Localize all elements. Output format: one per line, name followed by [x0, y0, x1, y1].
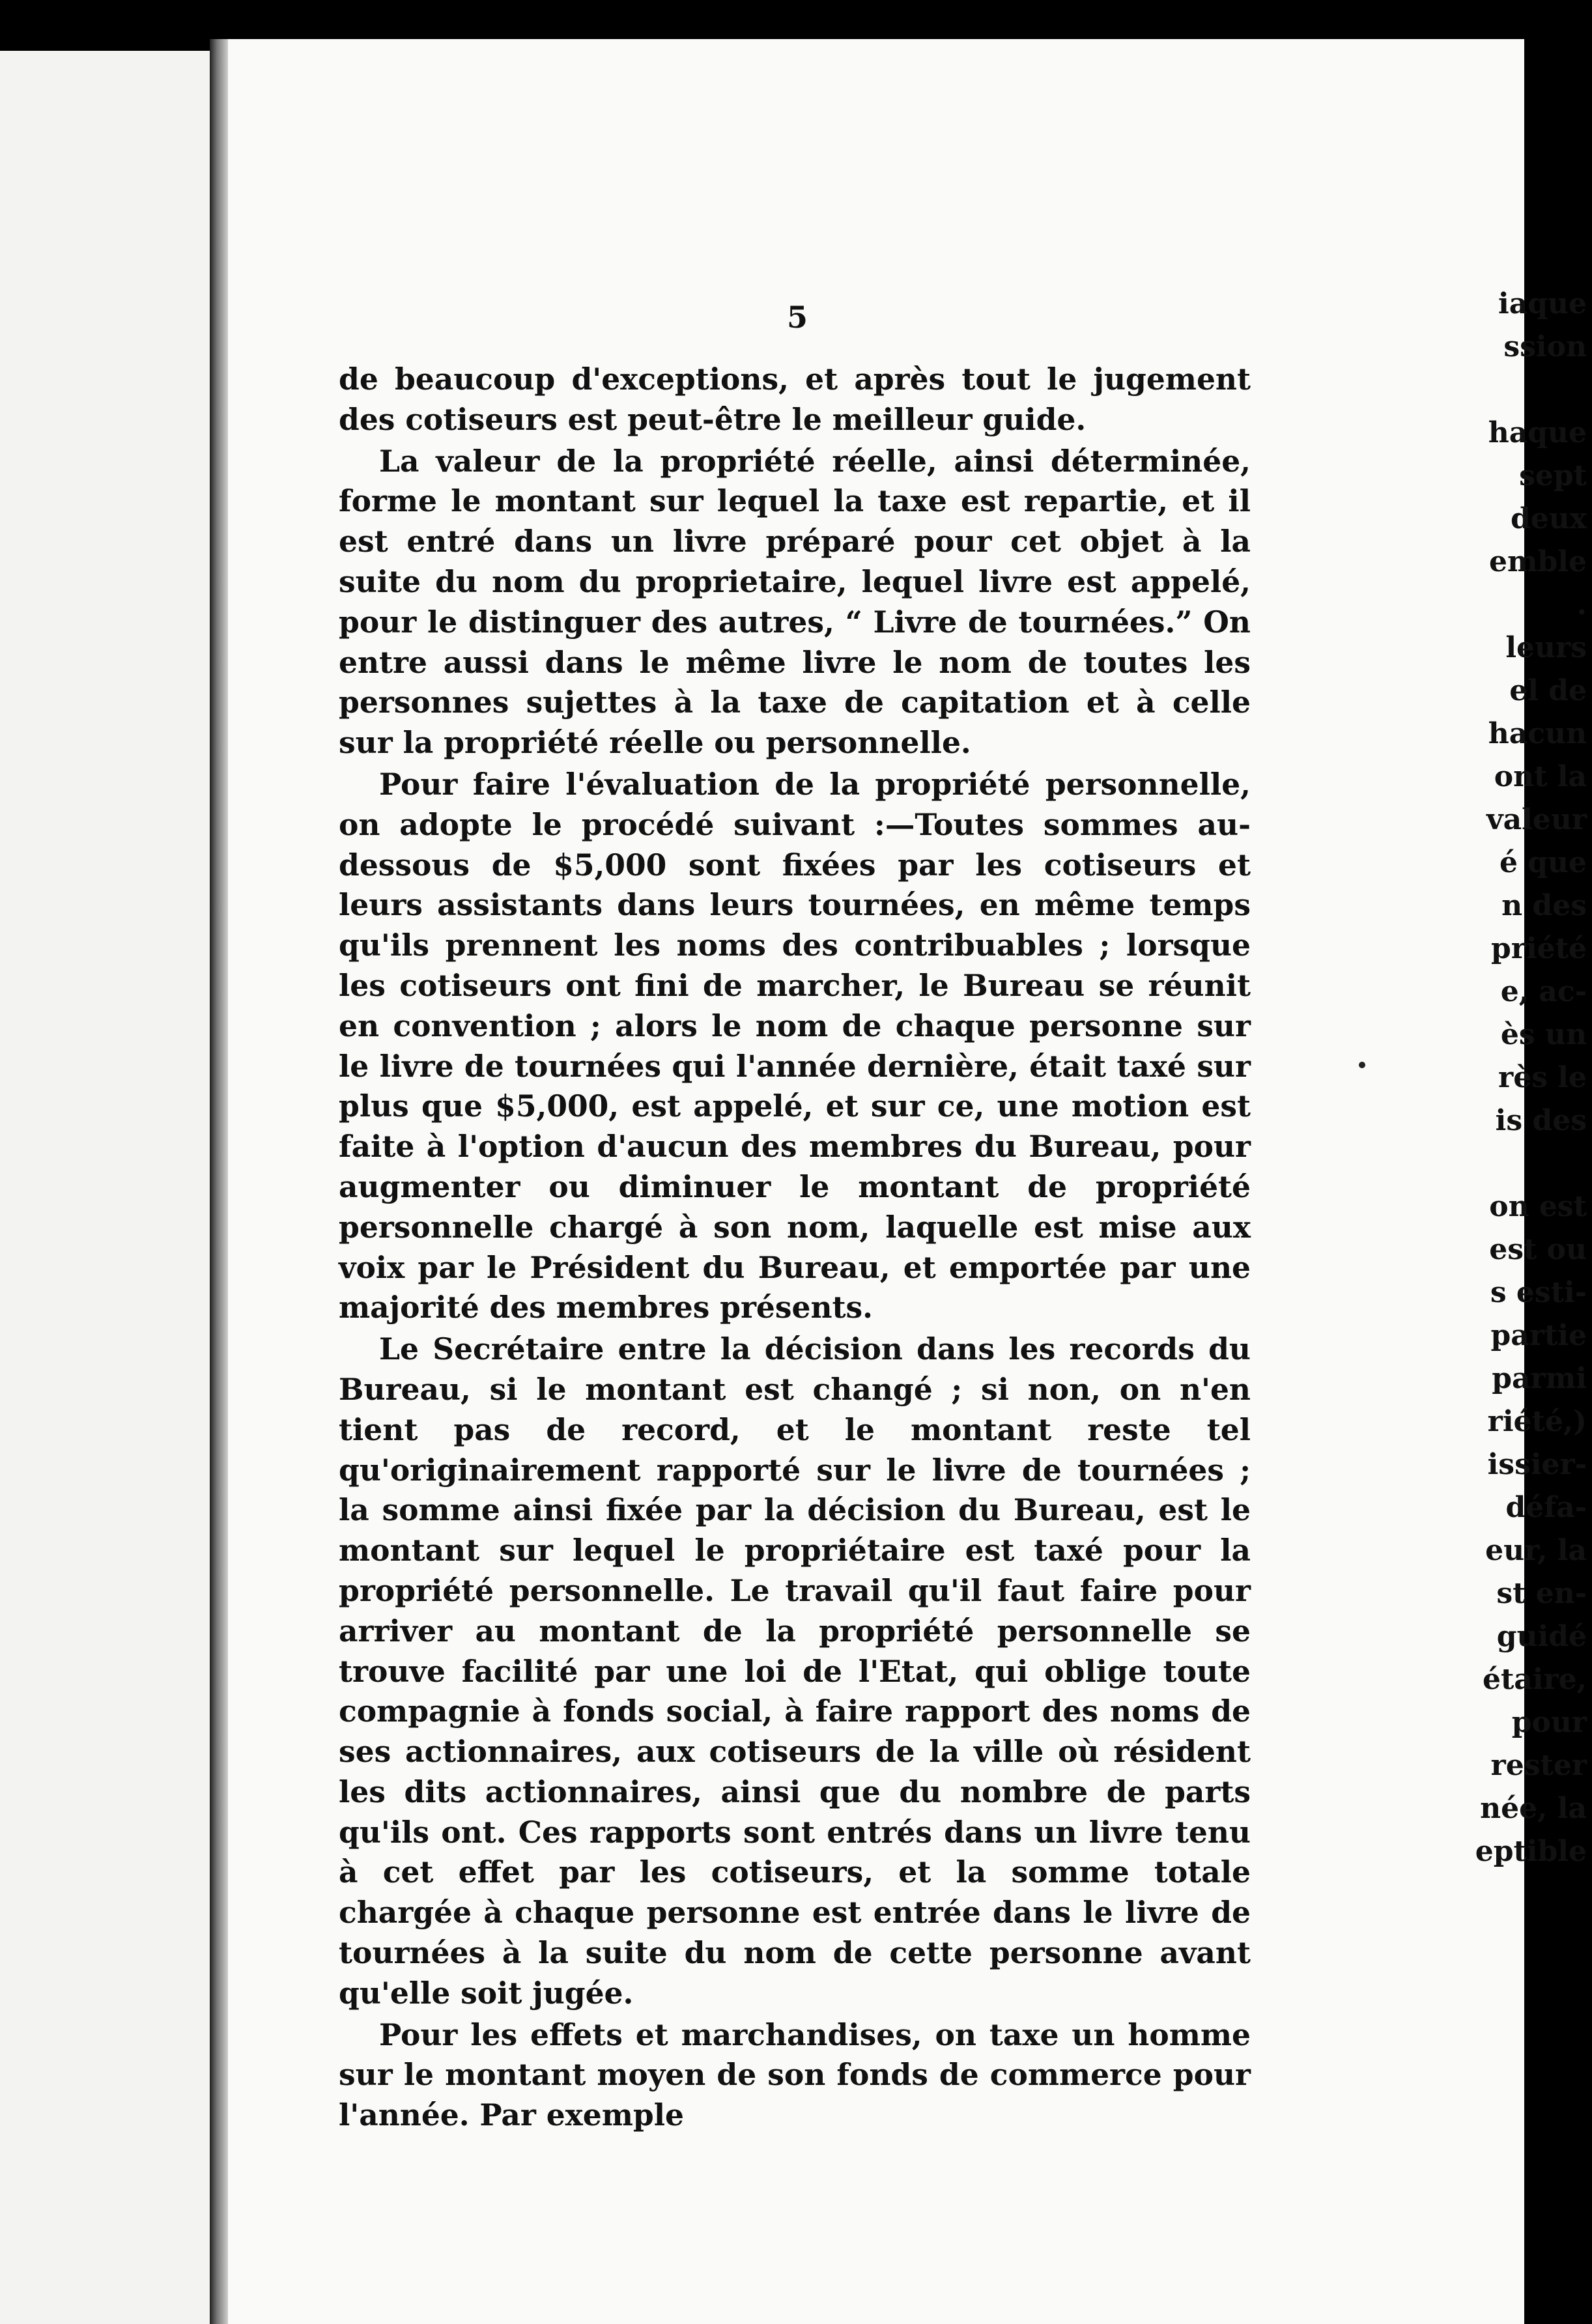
left-fragment-line: n des — [1501, 889, 1587, 922]
left-fragment-line: rès le — [1498, 1061, 1587, 1094]
left-fragment-line: é que — [1499, 846, 1587, 879]
paragraph: Pour les effets et marchandises, on taxe un homme sur le montant moyen de son fonds de commerce pour l'année. Par exemple — [339, 2017, 1251, 2133]
left-fragment-line: hacun — [1488, 717, 1587, 750]
left-fragment-line: ssion — [1503, 330, 1587, 363]
left-fragment-line: eur, la — [1485, 1534, 1587, 1567]
left-fragment-line: ès un — [1500, 1018, 1587, 1051]
left-fragment-line: parmi — [1492, 1362, 1587, 1395]
left-fragment-line: riété,) — [1487, 1405, 1587, 1438]
page-body-text — [339, 360, 1251, 2136]
left-fragment-line: valeur — [1486, 803, 1587, 836]
left-fragment-line: eptible — [1475, 1835, 1587, 1868]
left-fragment-line: on est — [1489, 1190, 1587, 1223]
left-fragment-line: pour — [1511, 1706, 1587, 1739]
paragraph: Pour faire l'évaluation de la propriété personnelle, on adopte le procédé suivant :—Toutes sommes au-dessous de $5,000 sont fixées par les cotiseurs et leurs assistants dans leurs tournées, en même temps qu'ils prennent les noms des contribuables ; lorsque les cotiseurs ont fini de marcher, le Bureau se réunit en convention ; alors le nom de chaque personne sur le livre de tournées qui l'année dernière, était taxé sur plus que $5,000, est appelé, et sur ce, une motion est faite à l'option d'aucun des membres du Bureau, pour augmenter ou diminuer le montant de propriété personnelle chargé à son nom, laquelle est mise aux voix par le Président du Bureau, et emportée par une majorité des membres présents. — [339, 766, 1251, 1325]
page-number: 5 — [787, 300, 808, 335]
paragraph: La valeur de la propriété réelle, ainsi déterminée, forme le montant sur lequel la taxe est repartie, et il est entré dans un livre préparé pour cet objet à la suite du nom du proprietaire, lequel livre est appelé, pour le distinguer des autres, “ Livre de tournées.” On entre aussi dans le même livre le nom de toutes les personnes sujettes à la taxe de capitation et à celle sur la propriété réelle ou personnelle. — [339, 443, 1251, 761]
left-fragment-line: el de — [1509, 674, 1587, 707]
left-fragment-line: étaire, — [1482, 1663, 1587, 1696]
left-fragment-line: deux — [1511, 502, 1587, 535]
scan-speck — [1359, 1062, 1365, 1068]
left-fragment-line: leurs — [1505, 631, 1587, 664]
left-fragment-line: st en- — [1496, 1577, 1587, 1610]
left-fragment-line: s esti- — [1490, 1276, 1587, 1309]
left-fragment-line: défa- — [1505, 1491, 1587, 1524]
left-fragment-line — [1391, 369, 1587, 412]
left-fragment-line: sept — [1519, 459, 1587, 492]
left-fragment-line: partie — [1490, 1319, 1587, 1352]
left-page-fragment — [0, 51, 210, 2324]
left-fragment-line: e, ac- — [1500, 975, 1587, 1008]
left-fragment-line: ont la — [1494, 760, 1587, 793]
book-gutter — [210, 39, 228, 2324]
left-fragment-line: . — [1576, 588, 1587, 621]
left-fragment-line: emble — [1488, 545, 1587, 578]
paragraph: Le Secrétaire entre la décision dans les records du Bureau, si le montant est changé ; si non, on n'en tient pas de record, et le montant reste tel qu'originairement rapporté sur le livre de tournées ; la somme ainsi fixée par la décision du Bureau, est le montant sur lequel le propriétaire est taxé pour la propriété personnelle. Le travail qu'il faut faire pour arriver au montant de la propriété personnelle se trouve facilité par une loi de l'Etat, qui oblige toute compagnie à fonds social, à faire rapport des noms de ses actionnaires, aux cotiseurs de la ville où résident les dits actionnaires, ainsi que du nombre de parts qu'ils ont. Ces rapports sont entrés dans un livre tenu à cet effet par les cotiseurs, et la somme totale chargée à chaque personne est entrée dans le livre de tournées à la suite du nom de cette personne avant qu'elle soit jugée. — [339, 1331, 1251, 2011]
left-fragment-line: guidé — [1496, 1620, 1587, 1653]
left-fragment-line — [1391, 1142, 1587, 1185]
left-fragment-line: rester — [1490, 1749, 1587, 1782]
left-fragment-line: priété — [1491, 932, 1587, 965]
left-fragment-line: issier- — [1487, 1448, 1587, 1481]
left-page-text-column — [1391, 283, 1587, 1873]
left-fragment-line: is des — [1495, 1104, 1587, 1137]
left-fragment-line: est ou — [1489, 1233, 1587, 1266]
left-fragment-line: née, la — [1480, 1792, 1587, 1825]
left-fragment-line: haque — [1488, 416, 1587, 449]
paragraph-continuation: de beaucoup d'exceptions, et après tout le jugement des cotiseurs est peut-être le meilleur guide. — [339, 361, 1251, 437]
left-fragment-line: iaque — [1498, 287, 1587, 320]
